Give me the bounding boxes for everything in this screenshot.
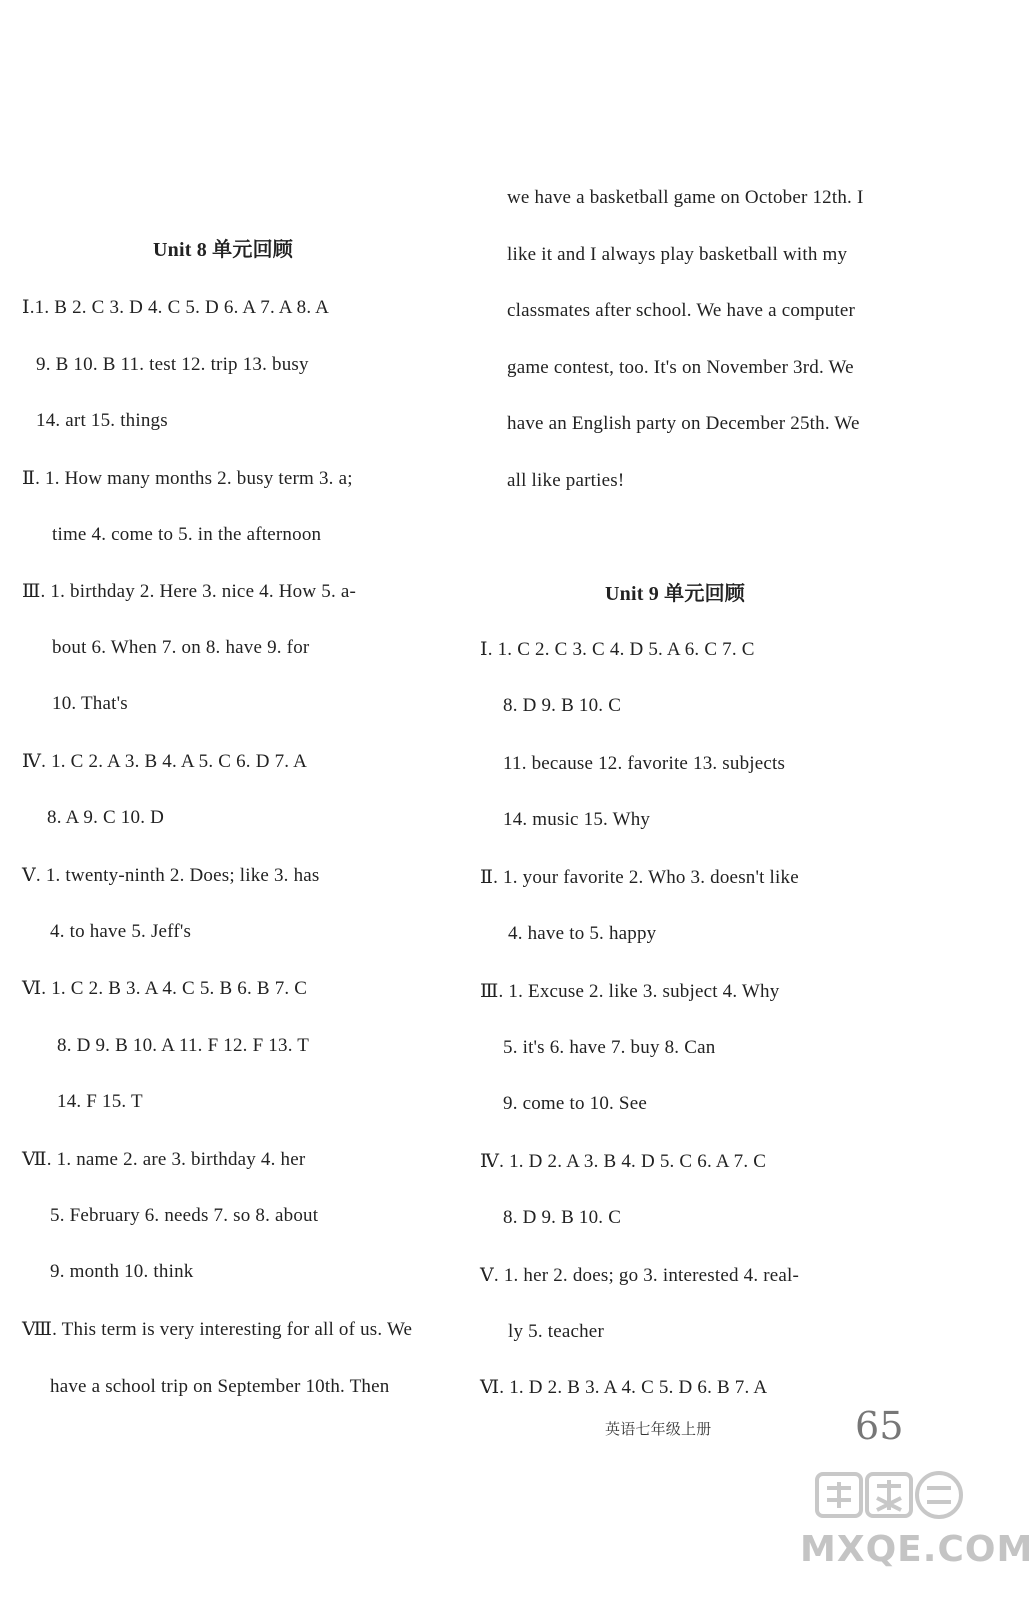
answer-line: Ⅳ. 1. C 2. A 3. B 4. A 5. C 6. D 7. A	[22, 751, 308, 772]
answer-line: Ⅲ. 1. birthday 2. Here 3. nice 4. How 5. a-	[22, 581, 357, 602]
answer-line: 9. month 10. think	[50, 1261, 194, 1282]
answer-line: 11. because 12. favorite 13. subjects	[503, 753, 786, 774]
answer-line: 10. That's	[52, 693, 128, 714]
answer-line: bout 6. When 7. on 8. have 9. for	[52, 637, 310, 658]
answer-line: 8. D 9. B 10. A 11. F 12. F 13. T	[57, 1035, 310, 1056]
answer-line: have a school trip on September 10th. Then	[50, 1376, 390, 1397]
answer-line: 9. B 10. B 11. test 12. trip 13. busy	[36, 354, 309, 375]
answer-line: Ⅳ. 1. D 2. A 3. B 4. D 5. C 6. A 7. C	[480, 1151, 767, 1172]
answer-line: Ⅲ. 1. Excuse 2. like 3. subject 4. Why	[480, 981, 780, 1002]
passage-line: classmates after school. We have a computer	[507, 300, 856, 321]
page-number: 65	[855, 1404, 904, 1448]
answer-line: Ⅴ. 1. her 2. does; go 3. interested 4. real-	[480, 1265, 800, 1286]
answer-line: 5. it's 6. have 7. buy 8. Can	[503, 1037, 716, 1058]
answer-line: 8. D 9. B 10. C	[503, 695, 622, 716]
passage-line: all like parties!	[507, 470, 625, 491]
answer-line: 9. come to 10. See	[503, 1093, 647, 1114]
answer-line: Ⅴ. 1. twenty-ninth 2. Does; like 3. has	[22, 865, 320, 886]
answer-line: Ⅷ. This term is very interesting for all of us. We	[22, 1319, 413, 1340]
answer-line: Ⅵ. 1. D 2. B 3. A 4. C 5. D 6. B 7. A	[480, 1377, 768, 1398]
answer-line: Ⅱ. 1. your favorite 2. Who 3. doesn't like	[480, 867, 799, 888]
answer-line: Ⅱ. 1. How many months 2. busy term 3. a;	[22, 468, 353, 489]
answer-line: 5. February 6. needs 7. so 8. about	[50, 1205, 319, 1226]
answer-line: 8. A 9. C 10. D	[47, 807, 165, 828]
answer-line: Ⅵ. 1. C 2. B 3. A 4. C 5. B 6. B 7. C	[22, 978, 308, 999]
passage-line: like it and I always play basketball with my	[507, 244, 848, 265]
watermark-site-text: MXQE.COM	[800, 1529, 1033, 1570]
answer-line: 4. to have 5. Jeff's	[50, 921, 192, 942]
answer-line: Ⅶ. 1. name 2. are 3. birthday 4. her	[22, 1149, 306, 1170]
passage-line: we have a basketball game on October 12th. I	[507, 187, 864, 208]
answer-line: 14. art 15. things	[36, 410, 168, 431]
passage-line: have an English party on December 25th. We	[507, 413, 860, 434]
answer-line: Ⅰ.1. B 2. C 3. D 4. C 5. D 6. A 7. A 8. A	[22, 297, 330, 318]
footer-subject: 英语七年级上册	[605, 1422, 712, 1438]
unit8-title: Unit 8 单元回顾	[153, 239, 293, 261]
answer-line: 14. music 15. Why	[503, 809, 651, 830]
unit9-title: Unit 9 单元回顾	[605, 583, 745, 605]
answer-line: 8. D 9. B 10. C	[503, 1207, 622, 1228]
answer-line: 4. have to 5. happy	[508, 923, 657, 944]
answer-line: Ⅰ. 1. C 2. C 3. C 4. D 5. A 6. C 7. C	[480, 639, 755, 660]
answer-line: 14. F 15. T	[57, 1091, 143, 1112]
watermark-logo-icon	[815, 1468, 965, 1522]
answer-line: ly 5. teacher	[508, 1321, 604, 1342]
passage-line: game contest, too. It's on November 3rd. We	[507, 357, 854, 378]
answer-line: time 4. come to 5. in the afternoon	[52, 524, 322, 545]
